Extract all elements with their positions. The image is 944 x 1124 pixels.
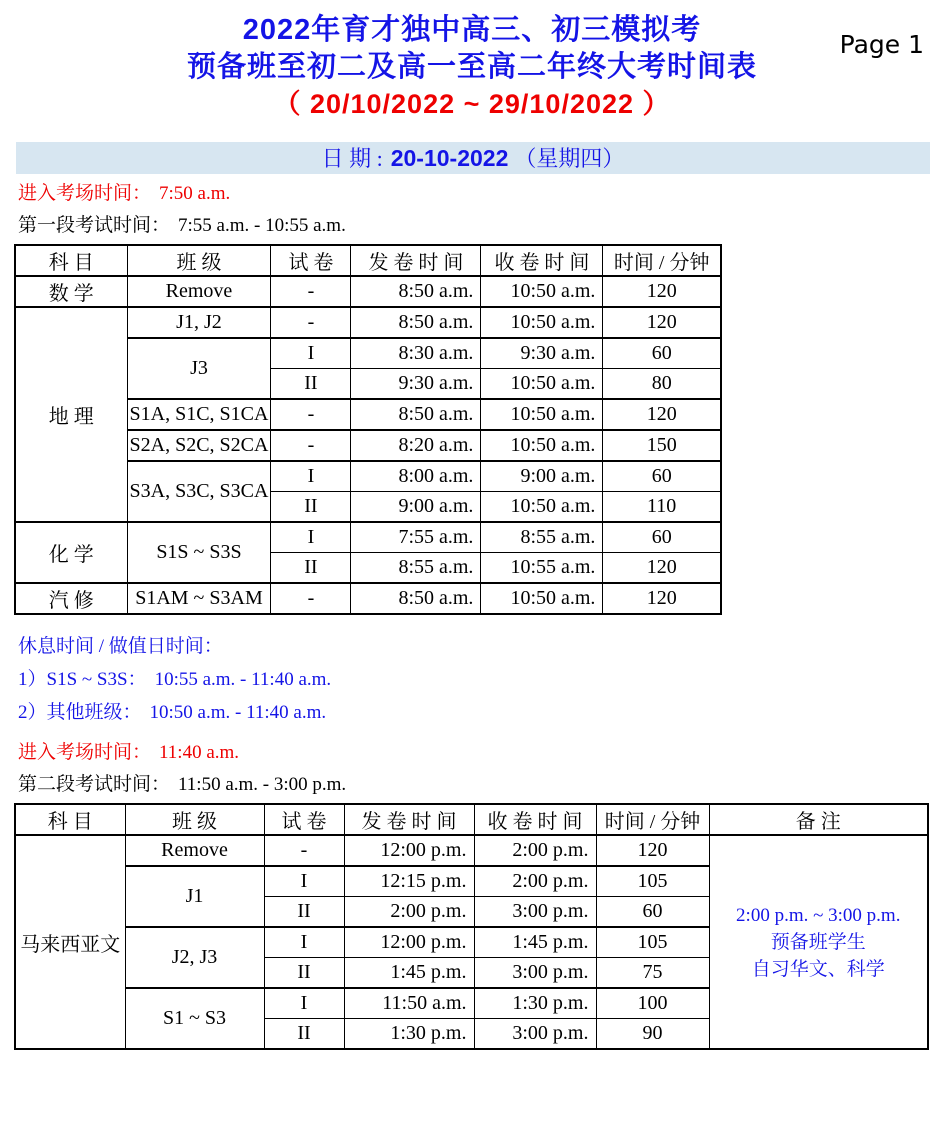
column-header: 试 卷 xyxy=(271,245,351,276)
end-cell: 3:00 p.m. xyxy=(474,958,596,989)
start-cell: 9:30 a.m. xyxy=(351,369,481,400)
minutes-cell: 120 xyxy=(596,835,709,866)
paper-cell: I xyxy=(271,522,351,553)
start-cell: 8:50 a.m. xyxy=(351,276,481,307)
column-header: 发 卷 时 间 xyxy=(351,245,481,276)
date-banner-label: 日 期 : xyxy=(321,146,383,171)
end-cell: 10:50 a.m. xyxy=(481,430,603,461)
end-cell: 10:50 a.m. xyxy=(481,492,603,523)
header-row xyxy=(15,804,928,835)
subject-cell: 汽 修 xyxy=(15,583,127,614)
class-cell: S2A, S2C, S2CA xyxy=(127,430,271,461)
column-header: 试 卷 xyxy=(264,804,344,835)
session1-entry-time: 7:50 a.m. xyxy=(159,183,231,204)
class-cell: S3A, S3C, S3CA xyxy=(127,461,271,522)
start-cell: 8:00 a.m. xyxy=(351,461,481,492)
session2-period-label: 第二段考试时间： xyxy=(18,774,171,795)
header-row xyxy=(15,245,721,276)
column-header: 发 卷 时 间 xyxy=(344,804,474,835)
paper-cell: I xyxy=(271,461,351,492)
paper-cell: I xyxy=(264,988,344,1019)
end-cell: 9:30 a.m. xyxy=(481,338,603,369)
session1-period-line xyxy=(18,214,944,238)
end-cell: 3:00 p.m. xyxy=(474,1019,596,1050)
start-cell: 8:50 a.m. xyxy=(351,307,481,338)
start-cell: 8:55 a.m. xyxy=(351,553,481,584)
end-cell: 2:00 p.m. xyxy=(474,866,596,897)
paper-cell: - xyxy=(271,276,351,307)
column-header: 科 目 xyxy=(15,804,125,835)
end-cell: 1:45 p.m. xyxy=(474,927,596,958)
date-banner-weekday: （星期四） xyxy=(514,146,625,171)
minutes-cell: 60 xyxy=(603,338,721,369)
break-section-heading: 休息时间 / 做值日时间： xyxy=(18,636,223,657)
start-cell: 1:30 p.m. xyxy=(344,1019,474,1050)
table-row xyxy=(15,522,721,553)
session1-period-time: 7:55 a.m. - 10:55 a.m. xyxy=(178,215,346,236)
start-cell: 7:55 a.m. xyxy=(351,522,481,553)
start-cell: 11:50 a.m. xyxy=(344,988,474,1019)
end-cell: 1:30 p.m. xyxy=(474,988,596,1019)
class-cell: Remove xyxy=(125,835,264,866)
paper-cell: - xyxy=(271,399,351,430)
table-row xyxy=(15,307,721,338)
break-item-1-time: 10:55 a.m. - 11:40 a.m. xyxy=(154,669,332,690)
end-cell: 10:50 a.m. xyxy=(481,276,603,307)
page-number-label: Page 1 xyxy=(839,30,924,59)
minutes-cell: 100 xyxy=(596,988,709,1019)
minutes-cell: 150 xyxy=(603,430,721,461)
end-cell: 10:50 a.m. xyxy=(481,307,603,338)
end-cell: 10:50 a.m. xyxy=(481,583,603,614)
class-cell: J3 xyxy=(127,338,271,399)
column-header: 时间 / 分钟 xyxy=(603,245,721,276)
paper-cell: II xyxy=(264,958,344,989)
document-title-block xyxy=(0,0,944,123)
break-item-1 xyxy=(18,668,944,692)
start-cell: 1:45 p.m. xyxy=(344,958,474,989)
subject-cell: 化 学 xyxy=(15,522,127,583)
start-cell: 8:50 a.m. xyxy=(351,399,481,430)
session1-period-label: 第一段考试时间： xyxy=(18,215,171,236)
paper-cell: II xyxy=(264,897,344,928)
session2-entry-time: 11:40 a.m. xyxy=(159,742,240,763)
date-banner xyxy=(16,142,930,174)
paper-cell: I xyxy=(271,338,351,369)
end-cell: 8:55 a.m. xyxy=(481,522,603,553)
column-header: 科 目 xyxy=(15,245,127,276)
start-cell: 8:50 a.m. xyxy=(351,583,481,614)
minutes-cell: 120 xyxy=(603,307,721,338)
title-line-2: 预备班至初二及高一至高二年终大考时间表 xyxy=(186,51,757,83)
start-cell: 12:00 p.m. xyxy=(344,835,474,866)
paper-cell: - xyxy=(271,430,351,461)
minutes-cell: 120 xyxy=(603,553,721,584)
table-row xyxy=(15,276,721,307)
class-cell: J1, J2 xyxy=(127,307,271,338)
start-cell: 8:20 a.m. xyxy=(351,430,481,461)
start-cell: 9:00 a.m. xyxy=(351,492,481,523)
column-header: 班 级 xyxy=(127,245,271,276)
class-cell: Remove xyxy=(127,276,271,307)
class-cell: S1A, S1C, S1CA xyxy=(127,399,271,430)
subject-cell: 马来西亚文 xyxy=(15,835,125,1049)
paper-cell: II xyxy=(271,553,351,584)
end-cell: 9:00 a.m. xyxy=(481,461,603,492)
break-item-2-label: 2）其他班级： xyxy=(18,702,142,723)
column-header: 收 卷 时 间 xyxy=(474,804,596,835)
session1-entry-line xyxy=(18,182,944,206)
paper-cell: II xyxy=(271,369,351,400)
session2-period-line xyxy=(18,773,944,797)
paper-cell: II xyxy=(264,1019,344,1050)
minutes-cell: 75 xyxy=(596,958,709,989)
date-banner-date: 20-10-2022 xyxy=(390,145,509,171)
column-header: 班 级 xyxy=(125,804,264,835)
start-cell: 2:00 p.m. xyxy=(344,897,474,928)
title-line-1: 2022年育才独中高三、初三模拟考 xyxy=(242,14,702,46)
table-row xyxy=(15,583,721,614)
break-item-2-time: 10:50 a.m. - 11:40 a.m. xyxy=(149,702,327,723)
paper-cell: - xyxy=(271,583,351,614)
session1-table xyxy=(14,244,722,615)
title-date-range: （ 20/10/2022 ~ 29/10/2022 ） xyxy=(273,89,671,119)
session2-period-time: 11:50 a.m. - 3:00 p.m. xyxy=(178,774,347,795)
paper-cell: II xyxy=(271,492,351,523)
subject-cell: 地 理 xyxy=(15,307,127,522)
minutes-cell: 110 xyxy=(603,492,721,523)
paper-cell: I xyxy=(264,927,344,958)
start-cell: 8:30 a.m. xyxy=(351,338,481,369)
minutes-cell: 60 xyxy=(603,522,721,553)
minutes-cell: 120 xyxy=(603,399,721,430)
minutes-cell: 120 xyxy=(603,276,721,307)
column-header: 备 注 xyxy=(709,804,928,835)
start-cell: 12:00 p.m. xyxy=(344,927,474,958)
break-item-2 xyxy=(18,701,944,725)
paper-cell: - xyxy=(271,307,351,338)
class-cell: S1AM ~ S3AM xyxy=(127,583,271,614)
paper-cell: I xyxy=(264,866,344,897)
minutes-cell: 80 xyxy=(603,369,721,400)
end-cell: 10:50 a.m. xyxy=(481,369,603,400)
minutes-cell: 60 xyxy=(603,461,721,492)
class-cell: S1 ~ S3 xyxy=(125,988,264,1049)
end-cell: 10:55 a.m. xyxy=(481,553,603,584)
minutes-cell: 90 xyxy=(596,1019,709,1050)
column-header: 收 卷 时 间 xyxy=(481,245,603,276)
class-cell: J1 xyxy=(125,866,264,927)
column-header: 时间 / 分钟 xyxy=(596,804,709,835)
table-row xyxy=(15,835,928,866)
minutes-cell: 105 xyxy=(596,866,709,897)
session1-entry-label: 进入考场时间： xyxy=(18,183,152,204)
minutes-cell: 120 xyxy=(603,583,721,614)
minutes-cell: 105 xyxy=(596,927,709,958)
session2-entry-label: 进入考场时间： xyxy=(18,742,152,763)
class-cell: J2, J3 xyxy=(125,927,264,988)
subject-cell: 数 学 xyxy=(15,276,127,307)
end-cell: 10:50 a.m. xyxy=(481,399,603,430)
start-cell: 12:15 p.m. xyxy=(344,866,474,897)
session2-entry-line xyxy=(18,741,944,765)
note-cell: 2:00 p.m. ~ 3:00 p.m. 预备班学生 自习华文、科学 xyxy=(709,835,928,1049)
paper-cell: - xyxy=(264,835,344,866)
end-cell: 3:00 p.m. xyxy=(474,897,596,928)
minutes-cell: 60 xyxy=(596,897,709,928)
session2-table xyxy=(14,803,929,1050)
class-cell: S1S ~ S3S xyxy=(127,522,271,583)
end-cell: 2:00 p.m. xyxy=(474,835,596,866)
break-item-1-label: 1）S1S ~ S3S： xyxy=(18,669,147,690)
